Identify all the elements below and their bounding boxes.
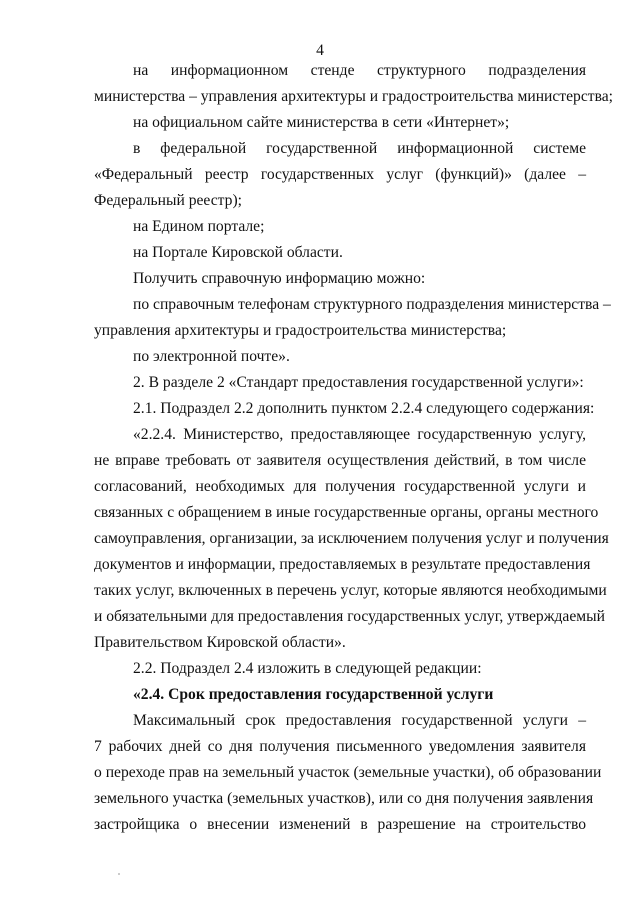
text-line: управления архитектуры и градостроительства министерства; [94, 322, 507, 339]
text-line: по справочным телефонам структурного подразделения министерства – [133, 296, 611, 313]
scan-speck [118, 873, 120, 875]
text-line: Федеральный реестр); [94, 192, 242, 209]
text-line: 2.1. Подраздел 2.2 дополнить пунктом 2.2.4 следующего содержания: [133, 400, 595, 417]
text-line: застройщика о внесении изменений в разрешение на строительство [94, 816, 586, 833]
text-line: «2.2.4. Министерство, предоставляющее государственную услугу, [133, 426, 586, 443]
text-line: о переходе прав на земельный участок (земельные участки), об образовании [94, 764, 602, 781]
text-line: не вправе требовать от заявителя осуществления действий, в том числе [94, 452, 586, 469]
text-line: по электронной почте». [133, 348, 290, 365]
text-line: на Едином портале; [133, 218, 265, 235]
text-line: 2. В разделе 2 «Стандарт предоставления государственной услуги»: [133, 374, 584, 391]
text-line: 7 рабочих дней со дня получения письменного уведомления заявителя [94, 738, 586, 755]
text-line: в федеральной государственной информационной системе [133, 140, 586, 157]
text-line: министерства – управления архитектуры и градостроительства министерства; [94, 88, 613, 105]
text-line: «Федеральный реестр государственных услуг (функций)» (далее – [94, 166, 586, 183]
text-line: на официальном сайте министерства в сети «Интернет»; [133, 114, 510, 131]
text-line: документов и информации, предоставляемых в результате предоставления [94, 556, 591, 573]
text-line: на информационном стенде структурного подразделения [133, 62, 586, 79]
text-line: Получить справочную информацию можно: [133, 270, 426, 287]
text-line: Правительством Кировской области». [94, 634, 346, 651]
text-line: 2.2. Подраздел 2.4 изложить в следующей редакции: [133, 660, 482, 677]
page-number: 4 [316, 42, 324, 59]
text-line: связанных с обращением в иные государственные органы, органы местного [94, 504, 599, 521]
text-line: согласований, необходимых для получения государственной услуги и [94, 478, 586, 495]
section-heading: «2.4. Срок предоставления государственной услуги [133, 686, 494, 703]
text-line: таких услуг, включенных в перечень услуг, которые являются необходимыми [94, 582, 607, 599]
text-line: на Портале Кировской области. [133, 244, 343, 261]
text-line: и обязательными для предоставления государственных услуг, утверждаемый [94, 608, 605, 625]
text-line: земельного участка (земельных участков), или со дня получения заявления [94, 790, 594, 807]
text-line: самоуправления, организации, за исключением получения услуг и получения [94, 530, 609, 547]
text-line: Максимальный срок предоставления государственной услуги – [133, 712, 586, 729]
